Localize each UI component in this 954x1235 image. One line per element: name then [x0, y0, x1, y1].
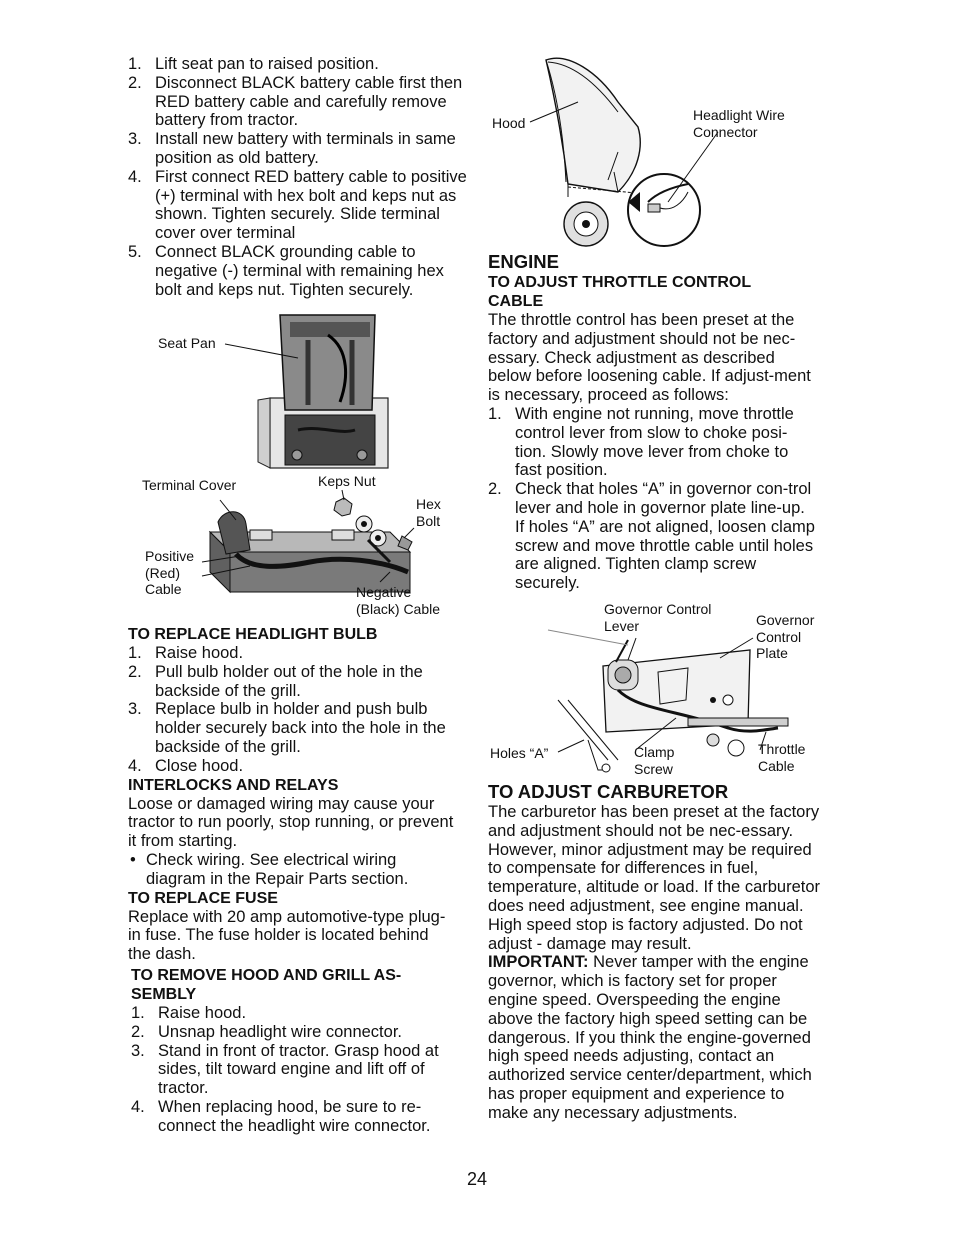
keps-nut-label: Keps Nut — [318, 473, 376, 489]
interlocks-bullets — [128, 851, 448, 889]
list-item: 2. Disconnect BLACK battery cable first then RED battery cable and carefully remove battery from tractor. — [128, 73, 463, 130]
list-item: 4. First connect RED battery cable to positive (+) terminal with hex bolt and keps nut as shown. Tighten securely. Slide terminal cover over terminal — [128, 167, 467, 243]
list-item: 1. Lift seat pan to raised position. — [128, 55, 379, 73]
clamp-screw-label: Clamp Screw — [634, 744, 675, 777]
hex-bolt-label: Hex Bolt — [416, 496, 441, 529]
positive-cable-label: Positive (Red) Cable — [145, 548, 195, 597]
engine-title: ENGINE — [488, 251, 559, 272]
engine-section — [488, 251, 824, 593]
throttle-steps-list — [488, 405, 816, 593]
hood-removal-steps-list — [131, 1004, 469, 1136]
carburetor-body-1: The carburetor has been preset at the factory and adjustment should not be nec-essary. However, minor adjustment may be required to compensate for differences in fuel, temperature, altitude or load. If the carburetor does need adjustment, see engine manual. — [488, 803, 821, 915]
carburetor-title: TO ADJUST CARBURETOR — [488, 781, 729, 802]
battery-figure — [140, 310, 460, 620]
governor-plate-label: Governor Control Plate — [756, 612, 815, 661]
hood-figure — [488, 52, 818, 252]
interlocks-body: Loose or damaged wiring may cause your tractor to run poorly, stop running, or prevent it from starting. — [128, 794, 454, 851]
list-item: 3. Replace bulb in holder and push bulb holder securely back into the hole in the backside of the grill. — [128, 700, 446, 756]
seat-pan-label: Seat Pan — [158, 335, 216, 351]
list-item: 1. With engine not running, move throttle control lever from slow to choke posi-tion. Slowly move lever from choke to fast position. — [488, 404, 794, 480]
governor-lever-label: Governor Control Lever — [604, 601, 712, 634]
list-item: 3. Install new battery with terminals in same position as old battery. — [128, 130, 456, 167]
important-text: Never tamper with the engine governor, which is factory set for proper engine speed. Overspeeding the engine above the factory high speed setting can be dangerous. If you think the engine-governed high speed needs adjusting, contact an authorized service center/department, which has proper equipment and experience to make any necessary adjustments. — [488, 953, 812, 1122]
headlight-title: TO REPLACE HEADLIGHT BULB — [128, 626, 378, 643]
hood-removal-title: TO REMOVE HOOD AND GRILL AS-SEMBLY — [131, 966, 402, 1003]
headlight-connector-label: Headlight Wire Connector — [693, 107, 785, 140]
headlight-steps-list — [128, 644, 458, 776]
throttle-title: TO ADJUST THROTTLE CONTROL CABLE — [488, 274, 751, 310]
list-item: 4. Close hood. — [128, 756, 244, 775]
list-item: 1. Raise hood. — [131, 1003, 247, 1022]
headlight-section — [128, 625, 468, 1136]
list-item: 2. Pull bulb holder out of the hole in the backside of the grill. — [128, 662, 423, 700]
fuse-body: Replace with 20 amp automotive-type plug-in fuse. The fuse holder is located behind the dash. — [128, 907, 446, 964]
list-item: 1. Raise hood. — [128, 644, 244, 662]
carburetor-body-2: High speed stop is factory adjusted. Do not adjust - damage may result. — [488, 915, 803, 953]
list-item: • Check wiring. See electrical wiring diagram in the Repair Parts section. — [130, 850, 409, 888]
list-item: 5. Connect BLACK grounding cable to negative (-) terminal with remaining hex bolt and keps nut. Tighten securely. — [128, 242, 444, 299]
page-number: 24 — [466, 1169, 488, 1189]
list-item: 4. When replacing hood, be sure to re-connect the headlight wire connector. — [131, 1097, 431, 1135]
governor-figure — [488, 600, 828, 780]
important-label: IMPORTANT: — [488, 953, 589, 972]
carburetor-important — [488, 953, 822, 1122]
terminal-cover-label: Terminal Cover — [142, 477, 237, 493]
throttle-cable-label: Throttle Cable — [758, 741, 806, 774]
negative-cable-label: Negative (Black) Cable — [356, 584, 441, 617]
battery-steps-section — [128, 55, 468, 299]
list-item: 3. Stand in front of tractor. Grasp hood at sides, tilt toward engine and lift off of tractor. — [131, 1041, 439, 1098]
list-item: 2. Check that holes “A” in governor con-trol lever and hole in governor plate line-up. If holes “A” are not aligned, loosen clamp screw and move throttle cable until holes are aligned. Tighten clamp screw securely. — [488, 480, 815, 593]
list-item: 2. Unsnap headlight wire connector. — [131, 1022, 402, 1041]
interlocks-title: INTERLOCKS AND RELAYS — [128, 776, 339, 794]
holes-label: Holes “A” — [490, 745, 549, 761]
battery-steps-list — [128, 55, 468, 299]
carburetor-section — [488, 781, 824, 1123]
hood-label: Hood — [492, 115, 526, 131]
throttle-body: The throttle control has been preset at the factory and adjustment should not be nec-essary. Check adjustment as described below before loosening cable. If adjust-ment is necessary, proceed as follows: — [488, 311, 811, 405]
fuse-title: TO REPLACE FUSE — [128, 889, 278, 907]
hood-illustration — [488, 52, 818, 252]
